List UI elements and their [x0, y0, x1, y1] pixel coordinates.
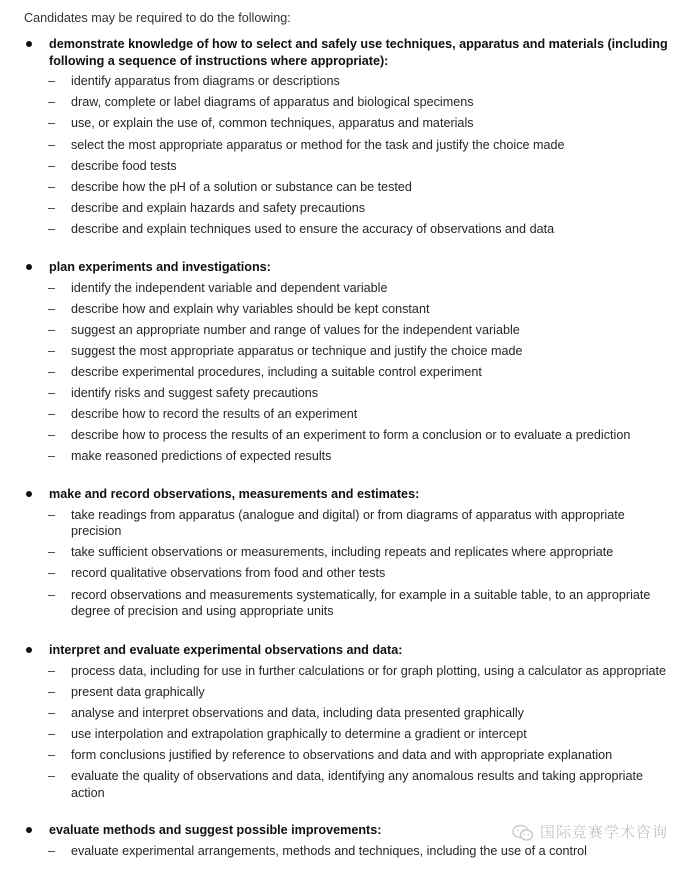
- list-item: – form conclusions justified by reference to observations and data and with appropriate explanation: [48, 748, 613, 763]
- dash-icon: –: [48, 386, 56, 401]
- dash-icon: –: [48, 74, 56, 89]
- dash-icon: –: [48, 684, 56, 699]
- section-heading: demonstrate knowledge of how to select and safely use techniques, apparatus and materials (including following a sequence of instructions where appropriate):: [49, 37, 668, 68]
- list-item: – identify the independent variable and dependent variable: [48, 280, 388, 295]
- list-item: – select the most appropriate apparatus or method for the task and justify the choice made: [48, 137, 565, 152]
- section-item-list: [0, 507, 700, 620]
- list-item: – use, or explain the use of, common techniques, apparatus and materials: [48, 116, 474, 131]
- dash-icon: –: [48, 843, 56, 858]
- bullet-icon: [26, 647, 32, 653]
- section-heading-row: [0, 486, 700, 503]
- list-item: – make reasoned predictions of expected results: [48, 449, 332, 464]
- dash-icon: –: [48, 507, 56, 522]
- section-interpret: [0, 642, 700, 806]
- section-heading-row: [0, 642, 700, 659]
- dash-icon: –: [48, 726, 56, 741]
- wechat-icon: [512, 824, 534, 842]
- list-item: – identify apparatus from diagrams or descriptions: [48, 74, 340, 89]
- list-item: – evaluate the quality of observations and data, identifying any anomalous results and taking appropriate action: [48, 769, 643, 800]
- dash-icon: –: [48, 566, 56, 581]
- list-item: – describe food tests: [48, 158, 177, 173]
- dash-icon: –: [48, 200, 56, 215]
- dash-icon: –: [48, 365, 56, 380]
- section-heading: evaluate methods and suggest possible improvements:: [49, 823, 382, 837]
- section-heading: plan experiments and investigations:: [49, 260, 271, 274]
- section-item-list: [0, 663, 700, 802]
- section-observations: [0, 486, 700, 624]
- dash-icon: –: [48, 179, 56, 194]
- list-item: – describe how the pH of a solution or substance can be tested: [48, 179, 412, 194]
- dash-icon: –: [48, 322, 56, 337]
- list-item: – record qualitative observations from food and other tests: [48, 566, 386, 581]
- dash-icon: –: [48, 587, 56, 602]
- watermark: [512, 823, 668, 843]
- list-item: – evaluate experimental arrangements, methods and techniques, including the use of a control: [48, 843, 587, 858]
- section-heading: interpret and evaluate experimental observations and data:: [49, 643, 403, 657]
- section-apparatus: [0, 36, 700, 242]
- dash-icon: –: [48, 769, 56, 784]
- list-item: – describe how to process the results of an experiment to form a conclusion or to evaluate a prediction: [48, 428, 631, 443]
- list-item: – process data, including for use in further calculations or for graph plotting, using a calculator as appropriate: [48, 663, 667, 678]
- list-item: – record observations and measurements systematically, for example in a suitable table, to an appropriate degree of precision and using appropriate units: [48, 587, 651, 619]
- list-item: – take readings from apparatus (analogue and digital) or from diagrams of apparatus with appropriate precision: [48, 507, 625, 539]
- list-item: – suggest an appropriate number and range of values for the independent variable: [48, 322, 520, 337]
- list-item: – describe and explain techniques used to ensure the accuracy of observations and data: [48, 221, 555, 236]
- list-item: – identify risks and suggest safety precautions: [48, 386, 319, 401]
- list-item: – take sufficient observations or measurements, including repeats and replicates where appropriate: [48, 545, 614, 560]
- list-item: – present data graphically: [48, 684, 205, 699]
- dash-icon: –: [48, 95, 56, 110]
- dash-icon: –: [48, 748, 56, 763]
- list-item: – suggest the most appropriate apparatus or technique and justify the choice made: [48, 343, 523, 358]
- list-item: – describe how to record the results of an experiment: [48, 407, 358, 422]
- intro-text: Candidates may be required to do the following:: [24, 11, 291, 25]
- list-item: – draw, complete or label diagrams of apparatus and biological specimens: [48, 95, 474, 110]
- list-item: – describe and explain hazards and safety precautions: [48, 200, 366, 215]
- dash-icon: –: [48, 158, 56, 173]
- dash-icon: –: [48, 407, 56, 422]
- dash-icon: –: [48, 449, 56, 464]
- bullet-icon: [26, 264, 32, 270]
- bullet-icon: [26, 41, 32, 47]
- dash-icon: –: [48, 116, 56, 131]
- bullet-icon: [26, 491, 32, 497]
- section-heading: make and record observations, measurements and estimates:: [49, 487, 420, 501]
- dash-icon: –: [48, 301, 56, 316]
- list-item: – describe experimental procedures, including a suitable control experiment: [48, 365, 482, 380]
- dash-icon: –: [48, 545, 56, 560]
- section-plan: [0, 259, 700, 470]
- dash-icon: –: [48, 137, 56, 152]
- dash-icon: –: [48, 428, 56, 443]
- watermark-text: 国际竞赛学术咨询: [540, 823, 669, 841]
- list-item: – describe how and explain why variables should be kept constant: [48, 301, 430, 316]
- dash-icon: –: [48, 705, 56, 720]
- list-item: – analyse and interpret observations and data, including data presented graphically: [48, 705, 524, 720]
- section-heading-row: [0, 259, 700, 276]
- section-item-list: [0, 280, 700, 465]
- section-item-list: [0, 843, 700, 860]
- section-item-list: [0, 73, 700, 237]
- dash-icon: –: [48, 343, 56, 358]
- section-heading-row: [0, 36, 700, 69]
- list-item: – use interpolation and extrapolation graphically to determine a gradient or intercept: [48, 726, 527, 741]
- dash-icon: –: [48, 280, 56, 295]
- bullet-icon: [26, 827, 32, 833]
- dash-icon: –: [48, 221, 56, 236]
- dash-icon: –: [48, 663, 56, 678]
